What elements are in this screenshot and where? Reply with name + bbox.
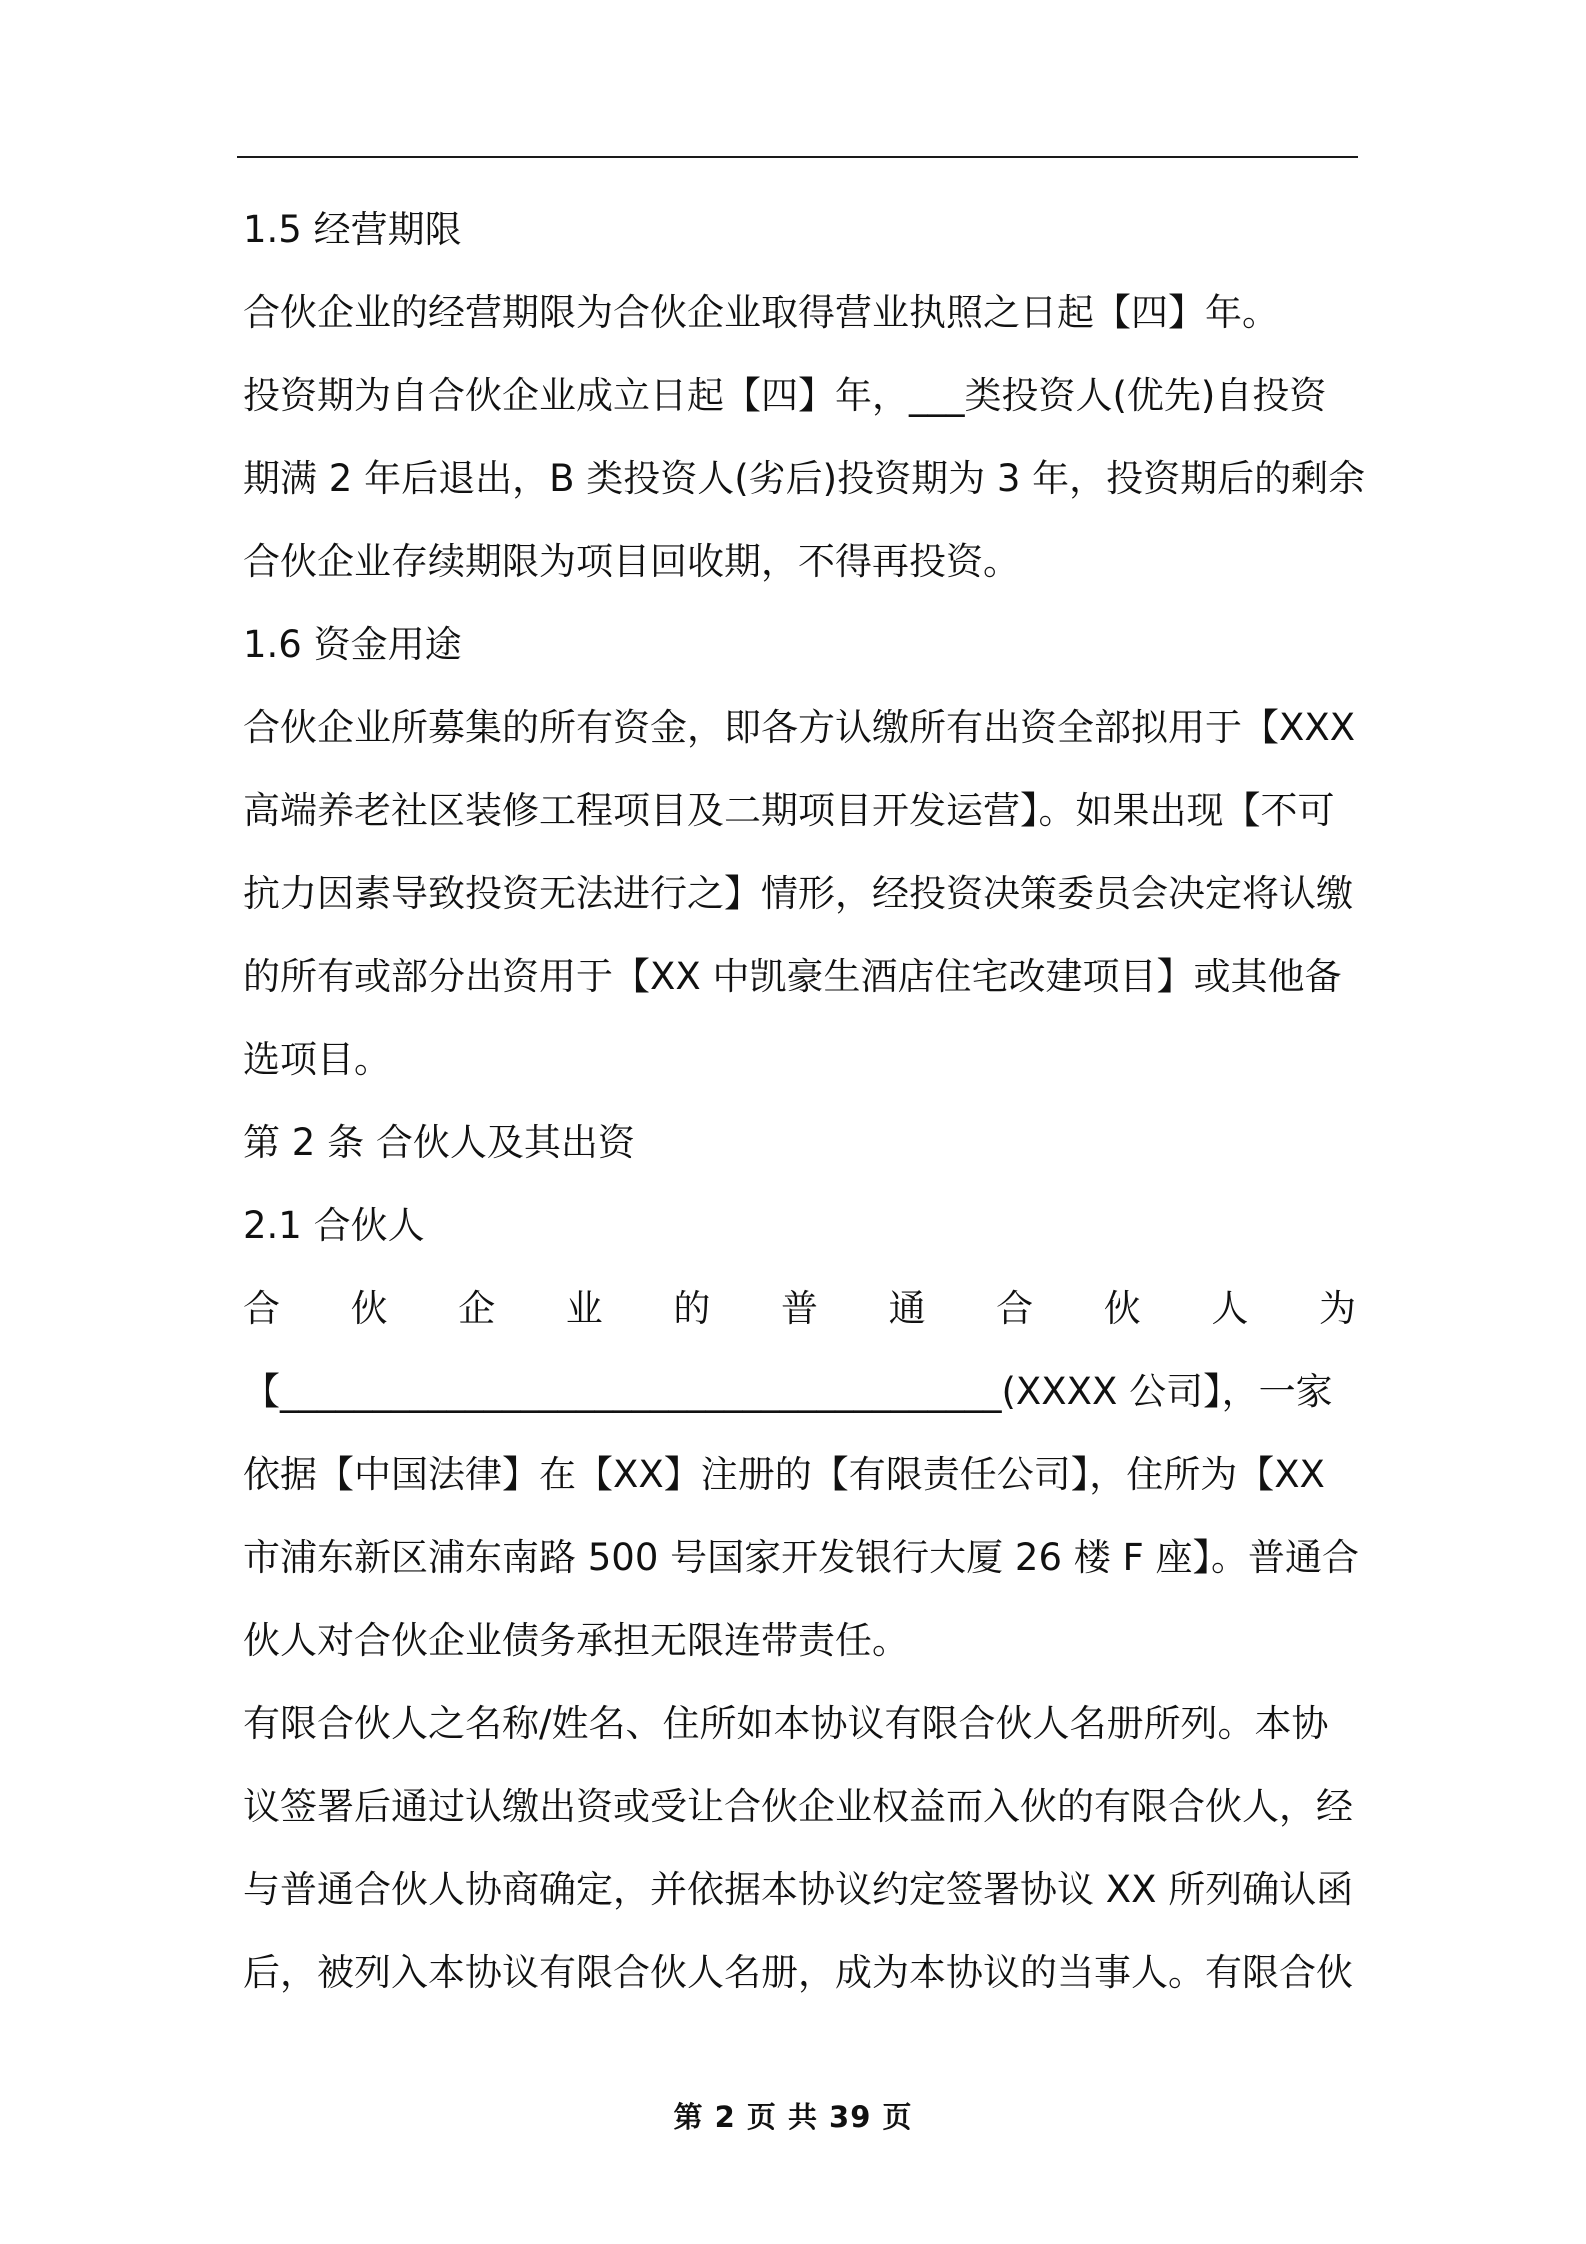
justified-line (243, 1279, 1356, 1362)
justified-char: 伙 (350, 1287, 388, 1330)
paragraph-line: 抗力因素导致投资无法进行之】情形，经投资决策委员会决定将认缴 (243, 872, 1353, 915)
paragraph-line: 合伙企业存续期限为项目回收期，不得再投资。 (243, 540, 1020, 583)
paragraph-line: 的所有或部分出资用于【XX 中凯豪生酒店住宅改建项目】或其他备 (243, 955, 1342, 998)
section-heading-1-5: 1.5 经营期限 (243, 208, 462, 251)
paragraph-line: 投资期为自合伙企业成立日起【四】年，___类投资人(优先)自投资 (243, 374, 1327, 417)
justified-char: 企 (458, 1287, 496, 1330)
paragraph-line: 与普通合伙人协商确定，并依据本协议约定签署协议 XX 所列确认函 (243, 1868, 1354, 1911)
paragraph-line: 有限合伙人之名称/姓名、住所如本协议有限合伙人名册所列。本协 (243, 1702, 1329, 1745)
blank-name-line: 【_______________________________________(XXXX 公司】，一家 (243, 1370, 1333, 1413)
header-rule (237, 156, 1358, 158)
paragraph-line: 后，被列入本协议有限合伙人名册，成为本协议的当事人。有限合伙 (243, 1951, 1353, 1994)
section-heading-1-6: 1.6 资金用途 (243, 623, 462, 666)
justified-char: 伙 (1103, 1287, 1141, 1330)
section-heading-2-1: 2.1 合伙人 (243, 1204, 425, 1247)
paragraph-line: 依据【中国法律】在【XX】注册的【有限责任公司】，住所为【XX (243, 1453, 1325, 1496)
paragraph-line: 议签署后通过认缴出资或受让合伙企业权益而入伙的有限合伙人，经 (243, 1785, 1353, 1828)
justified-char: 的 (673, 1287, 711, 1330)
justified-char: 合 (243, 1287, 280, 1330)
paragraph-line: 市浦东新区浦东南路 500 号国家开发银行大厦 26 楼 F 座】。普通合 (243, 1536, 1360, 1579)
paragraph-line: 伙人对合伙企业债务承担无限连带责任。 (243, 1619, 909, 1662)
justified-char: 合 (996, 1287, 1034, 1330)
document-body (243, 200, 1366, 2026)
paragraph-line: 期满 2 年后退出，B 类投资人(劣后)投资期为 3 年，投资期后的剩余 (243, 457, 1366, 500)
justified-char: 人 (1211, 1287, 1249, 1330)
justified-char: 普 (780, 1287, 818, 1330)
page-footer: 第 2 页 共 39 页 (673, 2100, 913, 2134)
paragraph-line: 合伙企业的经营期限为合伙企业取得营业执照之日起【四】年。 (243, 291, 1279, 334)
justified-char: 业 (565, 1287, 603, 1330)
paragraph-line: 选项目。 (243, 1038, 391, 1081)
justified-char: 通 (888, 1287, 926, 1330)
paragraph-line: 高端养老社区装修工程项目及二期项目开发运营】。如果出现【不可 (243, 789, 1335, 832)
article-heading-2: 第 2 条 合伙人及其出资 (243, 1121, 635, 1164)
justified-char: 为 (1318, 1287, 1356, 1330)
paragraph-line: 合伙企业所募集的所有资金，即各方认缴所有出资全部拟用于【XXX (243, 706, 1356, 749)
